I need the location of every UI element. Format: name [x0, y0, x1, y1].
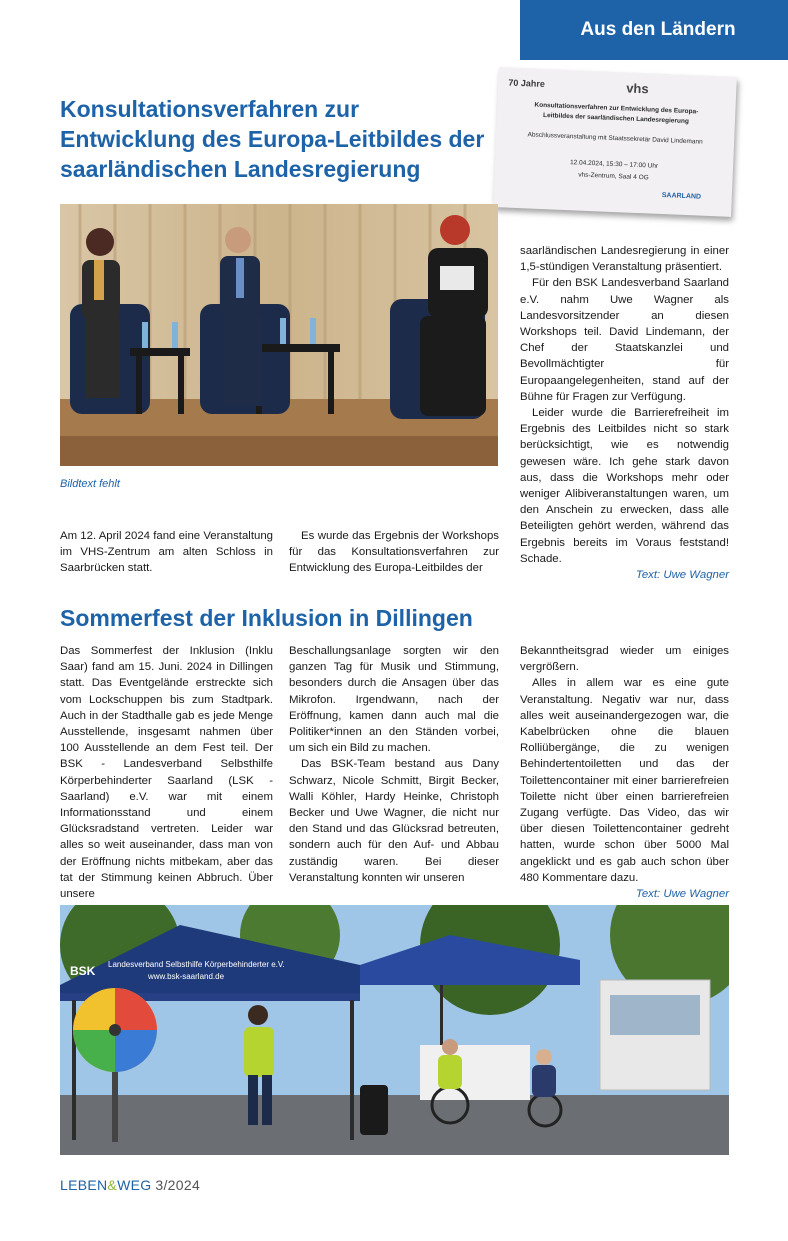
- section-label: Aus den Ländern: [580, 19, 736, 40]
- slide-logo-left: 70 Jahre: [508, 77, 546, 90]
- article1-col1-text: Am 12. April 2024 fand eine Veranstaltung im VHS-Zentrum am alten Schloss in Saarbrücken statt.: [60, 530, 273, 575]
- magazine-name-a: LEBEN: [60, 1177, 108, 1193]
- magazine-footer: [60, 1177, 200, 1193]
- issue-number: 3/2024: [155, 1177, 201, 1193]
- article1-col2-text: Es wurde das Ergebnis der Workshops für das Konsultationsverfahren zur Entwicklung des Europa-Leitbildes der: [289, 530, 499, 575]
- article1-col3-para-1: saarländischen Landesregierung in einer 1,5-stündigen Veranstaltung präsentiert.: [520, 245, 729, 274]
- article2-col1-text: Das Sommerfest der Inklusion (Inklu Saar) fand am 15. Juni. 2024 in Dillingen statt. Das Eventgelände erstreckte sich vom Lockschuppen bis zum Stadtpark. Auch in der Stadthalle gab es jede Menge Ausstellende, insgesamt nahmen über 100 Ausstellende an dem Fest teil. Der BSK - Landesverband Selbsthilfe Körperbehinderter Saarland (LSK - Saarland) e.V. war mit einem Informationsstand und einem Glücksradstand vertreten. Leider war alles so weit auseinander, dass man von der Eröffnung nichts mitbekam, aber das tat der Stimmung keinen Abbruch. Über unsere: [60, 645, 273, 901]
- podium-photo: [60, 204, 498, 466]
- article2-col3-para-2: Alles in allem war es eine gute Veranstaltung. Negativ war nur, dass alles weit auseinandergezogen war, die Kabelbrücken ohne die blauen Rolliübergänge, die zu wenigen Behindertentoiletten und das der Toilettencontainer mit einer barrierefreien Toilette nicht über einen barrierefreien Zugang verfügte. Das Video, das wir über diesen Toilettencontainer gedreht hatten, wurde schon über 5000 Mal angeklickt und es gab auch schon über 480 Kommentare dazu.: [520, 677, 729, 884]
- slide-line-2: Leitbildes der saarländischen Landesregierung: [542, 111, 690, 126]
- article2-column-3: [520, 643, 729, 902]
- article2-title: Sommerfest der Inklusion in Dillingen: [60, 605, 473, 631]
- tent-logo-text: BSK: [70, 964, 96, 978]
- magazine-name-b: WEG: [117, 1177, 152, 1193]
- article1-signature: Text: Uwe Wagner: [635, 569, 729, 582]
- article1-col3-para-2: Für den BSK Landesverband Saarland e.V. nahm Uwe Wagner als Landesvorsitzender an diesen Workshops teil. David Lindemann, der Chef der Staatskanzlei und Bevollmächtigter für Europaangelegenheiten, stand auf der Bühne für Fragen zur Verfügung.: [520, 277, 729, 403]
- slide-logo-right: vhs: [625, 80, 649, 97]
- article1-title: Konsultationsverfahren zur Entwicklung des Europa-Leitbildes der saarländischen Landesregierung: [60, 96, 485, 182]
- article2-col2-para-2: Das BSK-Team bestand aus Dany Schwarz, Nicole Schmitt, Birgit Becker, Walli Köhler, Hardy Heinke, Christoph Becker und Uwe Wagner, die nicht nur den Stand und das Glücksrad betreuten, sondern auch für den Auf- und Abbau zuständig waren. Bei dieser Veranstaltung konnten wir unseren: [289, 758, 499, 884]
- slide-badge: SAARLAND: [661, 192, 702, 201]
- article2-col2-para-1: Beschallungsanlage sorgten wir den ganzen Tag für Musik und Stimmung, besonders durch die Ansagen über das Mikrofon. Irgendwann, nach der Eröffnung, kamen dann auch mal die Politiker*innen an den Ständen vorbei, um sich ein Bild zu machen.: [289, 645, 499, 755]
- article2-signature: Text: Uwe Wagner: [635, 888, 729, 901]
- tent-text-line1: Landesverband Selbsthilfe Körperbehinderter e.V.: [108, 960, 285, 969]
- article1-col3-para-3: Leider wurde die Barrierefreiheit im Ergebnis des Leitbildes nicht so stark berücksichtigt, wie es notwendig gewesen wäre. Ich gehe stark davon aus, dass die Workshops mehr oder weniger Alibiveranstaltungen waren, um den Anschein zu erwecken, dass alle Beteiligten gehört werden, während das Ergebnis bereits im Voraus feststand! Schade.: [520, 407, 729, 565]
- tent-text-line2: www.bsk-saarland.de: [148, 972, 225, 981]
- section-tab: [520, 0, 788, 60]
- slide-line-4: 12.04.2024, 15:30 – 17:00 Uhr: [569, 159, 659, 170]
- photo-caption: Bildtext fehlt: [60, 478, 120, 490]
- article1-column-2: [289, 528, 499, 577]
- podium-photo-illustration: [60, 204, 498, 466]
- event-slide-photo: [493, 67, 737, 217]
- slide-line-5: vhs-Zentrum, Saal 4 OG: [578, 171, 649, 182]
- article1-column-1: [60, 528, 273, 577]
- slide-line-3: Abschlussveranstaltung mit Staatssekretär David Lindemann: [527, 131, 703, 146]
- article2-col3-para-1: Bekanntheitsgrad wieder um einiges vergrößern.: [520, 645, 729, 674]
- article2-column-1: [60, 643, 273, 902]
- festival-photo: [60, 905, 729, 1155]
- festival-photo-illustration: [60, 905, 729, 1155]
- slide-line-1: Konsultationsverfahren zur Entwicklung des Europa-: [534, 101, 699, 116]
- magazine-name-amp: &: [107, 1177, 118, 1193]
- article1-column-3: [520, 243, 729, 583]
- article2-column-2: [289, 643, 499, 886]
